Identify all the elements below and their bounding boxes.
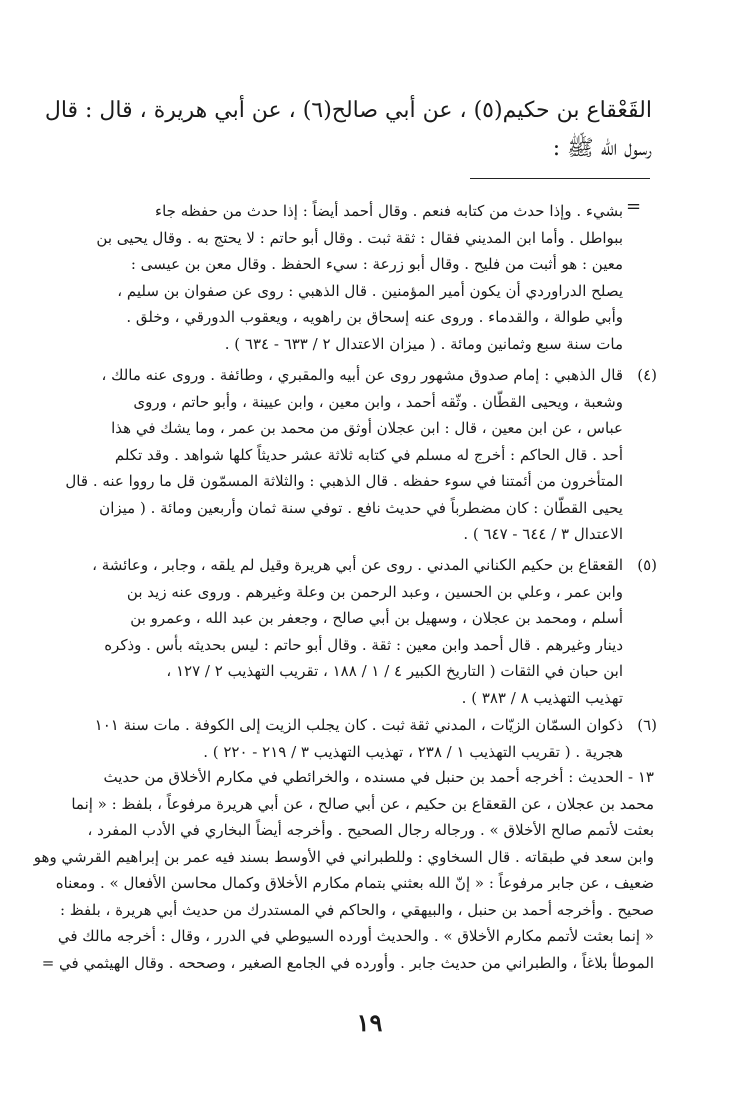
footnote-line: ضعيف ، عن جابر مرفوعاً : « إنّ الله بعثني بتمام مكارم الأخلاق وكمال محاسن الأفعال » . ومعناه [55,874,654,892]
main-text [44,92,652,168]
footnote-line: يحيى القطّان : كان مضطرباً في حديث نافع . توفي سنة ثمان وأربعين ومائة . ( ميزان [99,498,623,517]
footnote-number: (٥) [637,556,657,574]
hadith-13-note [33,764,654,976]
footnote-5 [88,552,657,711]
footnote-line: أسلم ، ومحمد بن عجلان ، وسهيل بن أبي صالح ، وجعفر بن عبد الله ، وعمرو بن [130,609,623,627]
footnote-line: ابن حبان في الثقات ( التاريخ الكبير ٤ / ١ / ١٨٨ ، تقريب التهذيب ٢ / ١٢٧ ، [166,662,623,680]
footnote-line: الاعتدال ٣ / ٦٤٤ - ٦٤٧ ) . [463,525,623,543]
footnote-line: معين : هو أثبت من فليح . وقال أبو زرعة : سيء الحفظ . وقال معن بن عيسى : [130,255,623,273]
footnote-line: ذكوان السمّان الزيّات ، المدني ثقة ثبت . كان يجلب الزيت إلى الكوفة . مات سنة ١٠١ [94,716,623,734]
footnote-line: صحيح . وأخرجه أحمد بن حنبل ، والبيهقي ، والحاكم في المستدرك من حديث أبي هريرة ، بلفظ : [59,900,654,919]
footnote-line: مات سنة سبع وثمانين ومائة . ( ميزان الاعتدال ٢ / ٦٣٣ - ٦٣٤ ) . [224,334,623,353]
footnote-line: بشيء . وإذا حدث من كتابه فنعم . وقال أحمد أيضاً : إذا حدث من حفظه جاء [155,202,623,220]
footnote-line: ببواطل . وأما ابن المديني فقال : ثقة ثبت . وقال أبو حاتم : لا يحتج به . وقال يحيى بن [96,228,623,247]
footnote-number: (٤) [637,366,657,384]
footnote-line: دينار وغيرهم . قال أحمد وابن معين : ثقة . وقال أبو حاتم : ليس بحديثه بأس . وذكره [104,635,623,654]
footnote-continued [88,198,623,357]
page-number: ١٩ [356,1008,383,1037]
footnote-line: وشعبة ، ويحيى القطّان . وثّقه أحمد ، وابن معين ، وابن عيينة ، وأبو حاتم ، وروى [133,392,623,411]
footnote-4 [65,362,657,548]
footnote-separator [470,178,650,179]
footnote-line: الموطأ بلاغاً ، والطبراني من حديث جابر . وأورده في الجامع الصغير ، وصححه . وقال الهيثمي في = [41,953,654,972]
footnote-line: يصلح الدراوردي أن يكون أمير المؤمنين . قال الذهبي : روى عن صفوان بن سليم ، [117,281,623,300]
footnote-line: « إنما بعثت لأتمم مكارم الأخلاق » . والحديث أورده السيوطي في الدرر ، وقال : أخرجه مالك في [57,927,654,945]
footnote-line: وابن سعد في طبقاته . قال السخاوي : وللطبراني في الأوسط بسند فيه عمر بن إبراهيم القرشي وهو [33,847,654,866]
footnote-line: وأبي طوالة ، والقدماء . وروى عنه إسحاق بن راهويه ، ويعقوب الدورقي ، وخلق . [126,308,623,326]
footnote-line: القعقاع بن حكيم الكناني المدني . روى عن أبي هريرة وقيل لم يلقه ، وجابر ، وعائشة ، [92,556,623,574]
footnote-number: (٦) [637,716,657,734]
footnote-line: ١٣ - الحديث : أخرجه أحمد بن حنبل في مسنده ، والخرائطي في مكارم الأخلاق من حديث [103,768,654,786]
footnote-line: هجرية . ( تقريب التهذيب ١ / ٢٣٨ ، تهذيب التهذيب ٣ / ٢١٩ - ٢٢٠ ) . [203,742,623,761]
main-text-line: القَعْقاع بن حكيم(٥) ، عن أبي صالح(٦) ، عن أبي هريرة ، قال : قال [44,98,652,123]
continuation-mark: = [626,196,642,217]
footnote-line: قال الذهبي : إمام صدوق مشهور روى عن أبيه والمقبري ، وطائفة . وروى عنه مالك ، [101,366,623,384]
footnote-line: أحد . قال الحاكم : أخرج له مسلم في كتابه ثلاثة عشر حديثاً كلها شواهد . وقد تكلم [114,445,623,464]
footnote-line: تهذيب التهذيب ٨ / ٣٨٣ ) . [461,688,623,707]
footnote-line: عباس ، عن ابن معين ، قال : ابن عجلان أوثق من محمد بن عمر ، وما يشك في هذا [111,419,623,437]
footnote-6 [88,712,657,765]
main-text-line: رسول الله ﷺ : [552,136,652,161]
footnote-line: بعثت لأتمم صالح الأخلاق » . ورجاله رجال الصحيح . وأخرجه أيضاً البخاري في الأدب المفرد ، [87,821,654,839]
footnote-line: محمد بن عجلان ، عن القعقاع بن حكيم ، عن أبي صالح ، عن أبي هريرة مرفوعاً ، بلفظ : « إنما [71,794,654,813]
footnote-line: المتأخرون من أئمتنا في سوء حفظه . قال الذهبي : والثلاثة المسمّون قل ما رووا عنه . قال [65,472,623,490]
footnote-line: وابن عمر ، وعلي بن الحسين ، وعبد الرحمن بن وعلة وغيرهم . وروى عنه زيد بن [126,582,623,601]
